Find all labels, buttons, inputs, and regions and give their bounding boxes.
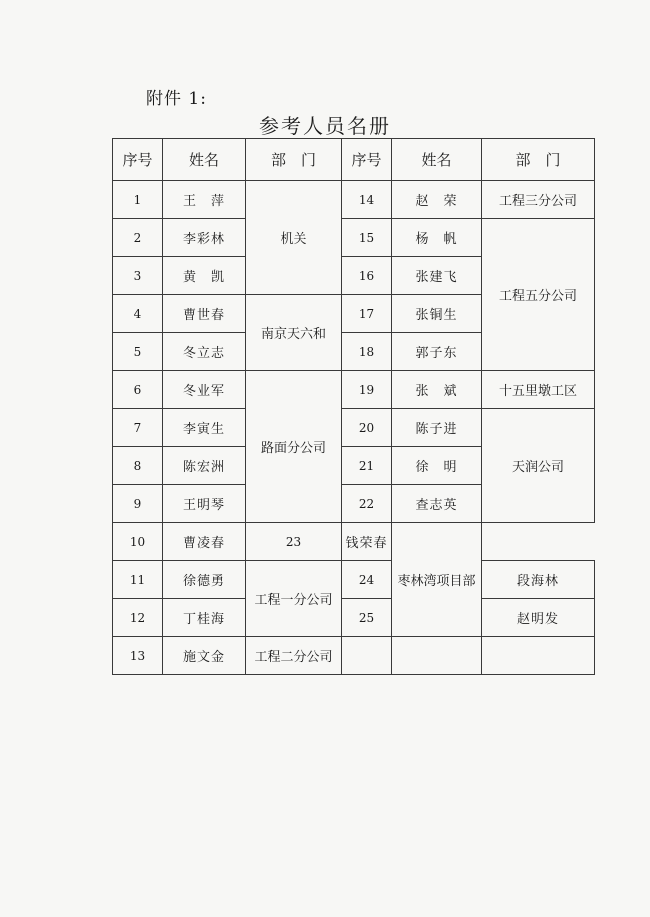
seq-cell: 19 — [342, 371, 392, 409]
name-cell: 黄 凯 — [163, 257, 246, 295]
table-row — [113, 523, 595, 561]
dept-cell: 枣林湾项目部 — [392, 523, 482, 637]
seq-cell: 7 — [113, 409, 163, 447]
table-row — [113, 371, 595, 409]
dept-cell: 工程一分公司 — [246, 561, 342, 637]
seq-cell: 15 — [342, 219, 392, 257]
seq-cell: 11 — [113, 561, 163, 599]
seq-cell: 25 — [342, 599, 392, 637]
name-cell: 郭子东 — [392, 333, 482, 371]
seq-cell: 13 — [113, 637, 163, 675]
seq-cell: 20 — [342, 409, 392, 447]
table-row — [113, 637, 595, 675]
dept-cell: 路面分公司 — [246, 371, 342, 523]
seq-cell: 18 — [342, 333, 392, 371]
header-dept: 部 门 — [246, 139, 342, 181]
header-no: 序号 — [342, 139, 392, 181]
seq-cell: 6 — [113, 371, 163, 409]
seq-cell: 10 — [113, 523, 163, 561]
name-cell: 钱荣春 — [342, 523, 392, 561]
name-cell: 李寅生 — [163, 409, 246, 447]
seq-cell: 21 — [342, 447, 392, 485]
header-dept: 部 门 — [482, 139, 595, 181]
seq-cell: 9 — [113, 485, 163, 523]
roster-table — [112, 138, 595, 675]
table-row — [113, 599, 595, 637]
name-cell: 曹凌春 — [163, 523, 246, 561]
name-cell: 王明琴 — [163, 485, 246, 523]
seq-cell: 16 — [342, 257, 392, 295]
name-cell: 陈宏洲 — [163, 447, 246, 485]
name-cell: 杨 帆 — [392, 219, 482, 257]
empty-cell — [342, 637, 392, 675]
seq-cell: 17 — [342, 295, 392, 333]
dept-cell: 工程三分公司 — [482, 181, 595, 219]
name-cell: 李彩林 — [163, 219, 246, 257]
name-cell: 张铜生 — [392, 295, 482, 333]
name-cell: 陈子进 — [392, 409, 482, 447]
name-cell: 赵 荣 — [392, 181, 482, 219]
table-row — [113, 181, 595, 219]
name-cell: 张 斌 — [392, 371, 482, 409]
name-cell: 冬立志 — [163, 333, 246, 371]
name-cell: 施文金 — [163, 637, 246, 675]
header-no: 序号 — [113, 139, 163, 181]
name-cell: 曹世春 — [163, 295, 246, 333]
name-cell: 段海林 — [482, 561, 595, 599]
seq-cell: 1 — [113, 181, 163, 219]
seq-cell: 2 — [113, 219, 163, 257]
dept-cell: 天润公司 — [482, 409, 595, 523]
name-cell: 赵明发 — [482, 599, 595, 637]
table-row — [113, 219, 595, 257]
seq-cell: 22 — [342, 485, 392, 523]
seq-cell: 23 — [246, 523, 342, 561]
empty-cell — [482, 637, 595, 675]
dept-cell: 工程五分公司 — [482, 219, 595, 371]
dept-cell: 机关 — [246, 181, 342, 295]
attachment-label: 附件 1: — [146, 89, 207, 109]
name-cell: 徐德勇 — [163, 561, 246, 599]
seq-cell: 8 — [113, 447, 163, 485]
table-row — [113, 409, 595, 447]
seq-cell: 12 — [113, 599, 163, 637]
name-cell: 王 萍 — [163, 181, 246, 219]
dept-cell: 南京天六和 — [246, 295, 342, 371]
name-cell: 冬业军 — [163, 371, 246, 409]
document-title: 参考人员名册 — [259, 114, 391, 138]
seq-cell: 3 — [113, 257, 163, 295]
empty-cell — [392, 637, 482, 675]
name-cell: 丁桂海 — [163, 599, 246, 637]
dept-cell: 十五里墩工区 — [482, 371, 595, 409]
name-cell: 查志英 — [392, 485, 482, 523]
seq-cell: 5 — [113, 333, 163, 371]
header-name: 姓名 — [392, 139, 482, 181]
seq-cell: 4 — [113, 295, 163, 333]
table-row — [113, 561, 595, 599]
name-cell: 张建飞 — [392, 257, 482, 295]
seq-cell: 14 — [342, 181, 392, 219]
name-cell: 徐 明 — [392, 447, 482, 485]
seq-cell: 24 — [342, 561, 392, 599]
header-row — [113, 139, 595, 181]
dept-cell: 工程二分公司 — [246, 637, 342, 675]
header-name: 姓名 — [163, 139, 246, 181]
